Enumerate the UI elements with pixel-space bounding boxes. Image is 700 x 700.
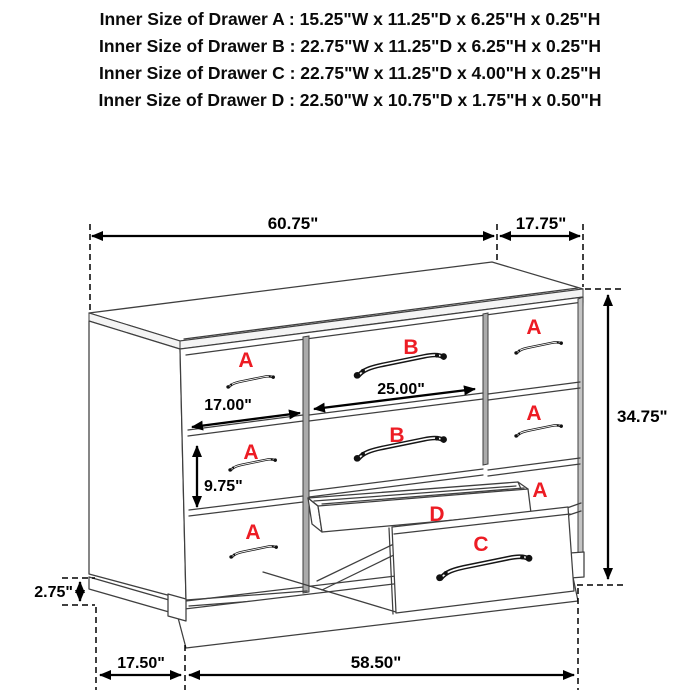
drawer-label-a2: A <box>243 441 259 464</box>
dimension-base-depth <box>100 655 181 675</box>
left-drawer-width-value: 17.00" <box>204 397 252 414</box>
top-depth-value: 17.75" <box>515 214 567 233</box>
drawer-label-a1: A <box>238 349 254 372</box>
dimension-top-width <box>92 214 494 236</box>
total-height-value: 34.75" <box>617 407 668 426</box>
base-height-value: 2.75" <box>34 584 73 601</box>
middle-drawer-width-value: 25.00" <box>377 381 425 398</box>
dimension-total-height <box>608 295 668 579</box>
drawer-label-a6: A <box>532 479 548 502</box>
drawer-label-b1: B <box>403 336 419 359</box>
inner-size-line-b: Inner Size of Drawer B : 22.75"W x 11.25"D x 6.25"H x 0.25"H <box>98 36 602 56</box>
drawer-label-b2: B <box>389 424 405 447</box>
dimension-base-height <box>34 582 80 601</box>
header-inner-sizes <box>99 9 602 110</box>
base-width-value: 58.50" <box>350 653 402 672</box>
dimension-base-width <box>189 653 574 675</box>
dresser-drawing <box>89 262 584 648</box>
drawer-label-c: C <box>473 533 489 556</box>
drawer-label-a5: A <box>526 402 542 425</box>
inner-size-line-c: Inner Size of Drawer C : 22.75"W x 11.25"D x 4.00"H x 0.25"H <box>98 63 602 83</box>
drawer-label-a3: A <box>245 521 261 544</box>
inner-size-line-d: Inner Size of Drawer D : 22.50"W x 10.75"D x 1.75"H x 0.50"H <box>98 90 602 110</box>
top-width-value: 60.75" <box>267 214 319 233</box>
dimension-top-depth <box>500 214 580 236</box>
drawer-label-a4: A <box>526 316 542 339</box>
drawer-label-d: D <box>429 503 445 526</box>
inner-size-line-a: Inner Size of Drawer A : 15.25"W x 11.25"D x 6.25"H x 0.25"H <box>99 9 601 29</box>
drawer-height-value: 9.75" <box>204 478 243 495</box>
base-depth-value: 17.50" <box>117 655 165 672</box>
